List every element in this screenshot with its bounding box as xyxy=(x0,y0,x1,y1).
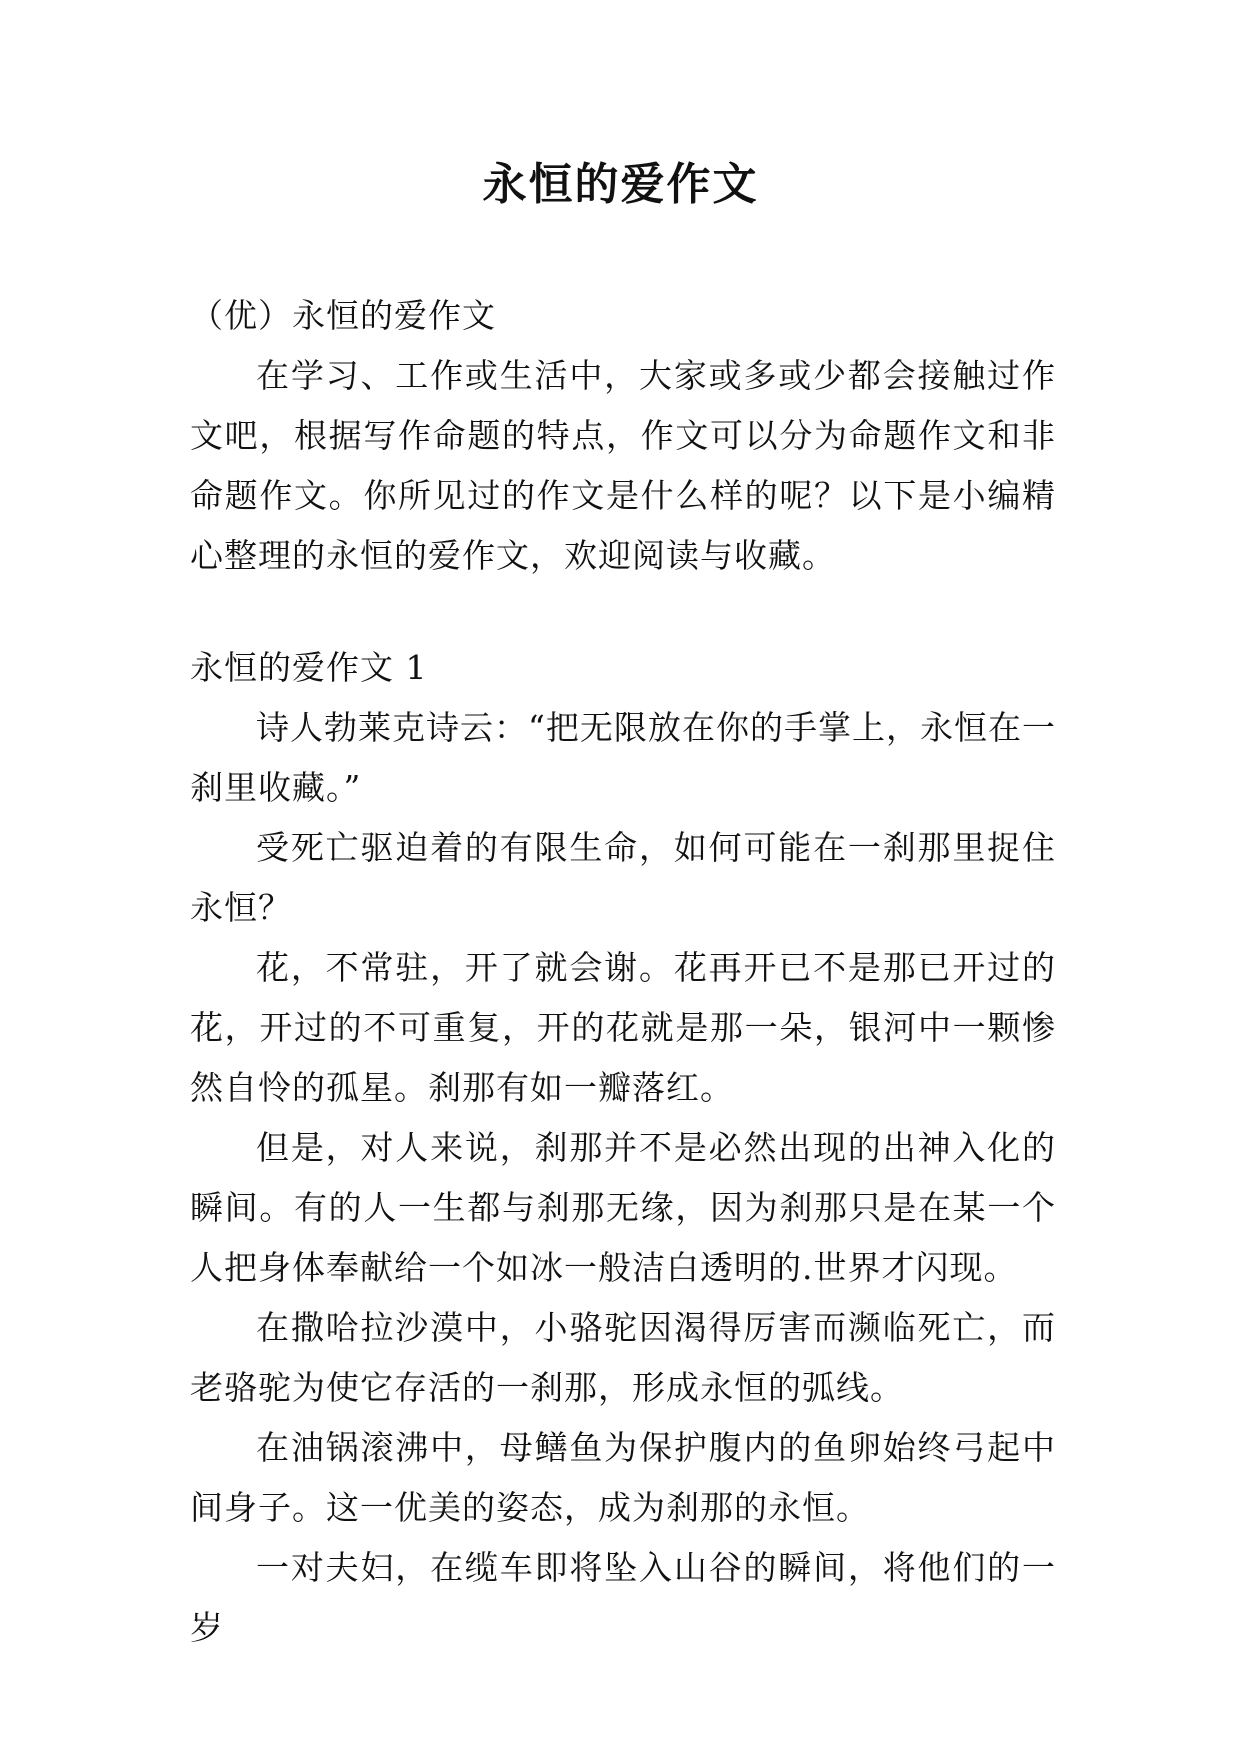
document-title: 永恒的爱作文 xyxy=(482,159,759,210)
section-gap xyxy=(190,586,1056,638)
document-body xyxy=(190,286,1056,1658)
body-paragraph: 受死亡驱迫着的有限生命，如何可能在一刹那里捉住永恒？ xyxy=(190,828,1056,927)
body-paragraph: 花，不常驻，开了就会谢。花再开已不是那已开过的花，开过的不可重复，开的花就是那一朵，银河中一颗惨然自怜的孤星。刹那有如一瓣落红。 xyxy=(190,948,1056,1107)
section-heading: 永恒的爱作文 1 xyxy=(190,648,428,687)
body-paragraph: 在撒哈拉沙漠中，小骆驼因渴得厉害而濒临死亡，而老骆驼为使它存活的一刹那，形成永恒的弧线。 xyxy=(190,1308,1056,1407)
intro-paragraph: 在学习、工作或生活中，大家或多或少都会接触过作文吧，根据写作命题的特点，作文可以分为命题作文和非命题作文。你所见过的作文是什么样的呢？以下是小编精心整理的永恒的爱作文，欢迎阅读与收藏。 xyxy=(190,356,1056,575)
body-paragraph: 一对夫妇，在缆车即将坠入山谷的瞬间，将他们的一岁 xyxy=(190,1548,1056,1647)
body-paragraph: 在油锅滚沸中，母鳝鱼为保护腹内的鱼卵始终弓起中间身子。这一优美的姿态，成为刹那的永恒。 xyxy=(190,1428,1056,1527)
subtitle: （优）永恒的爱作文 xyxy=(190,296,496,335)
body-paragraph: 诗人勃莱克诗云：“把无限放在你的手掌上，永恒在一刹里收藏。” xyxy=(190,708,1056,807)
body-paragraph: 但是，对人来说，刹那并不是必然出现的出神入化的瞬间。有的人一生都与刹那无缘，因为刹那只是在某一个人把身体奉献给一个如冰一般洁白透明的.世界才闪现。 xyxy=(190,1128,1056,1287)
